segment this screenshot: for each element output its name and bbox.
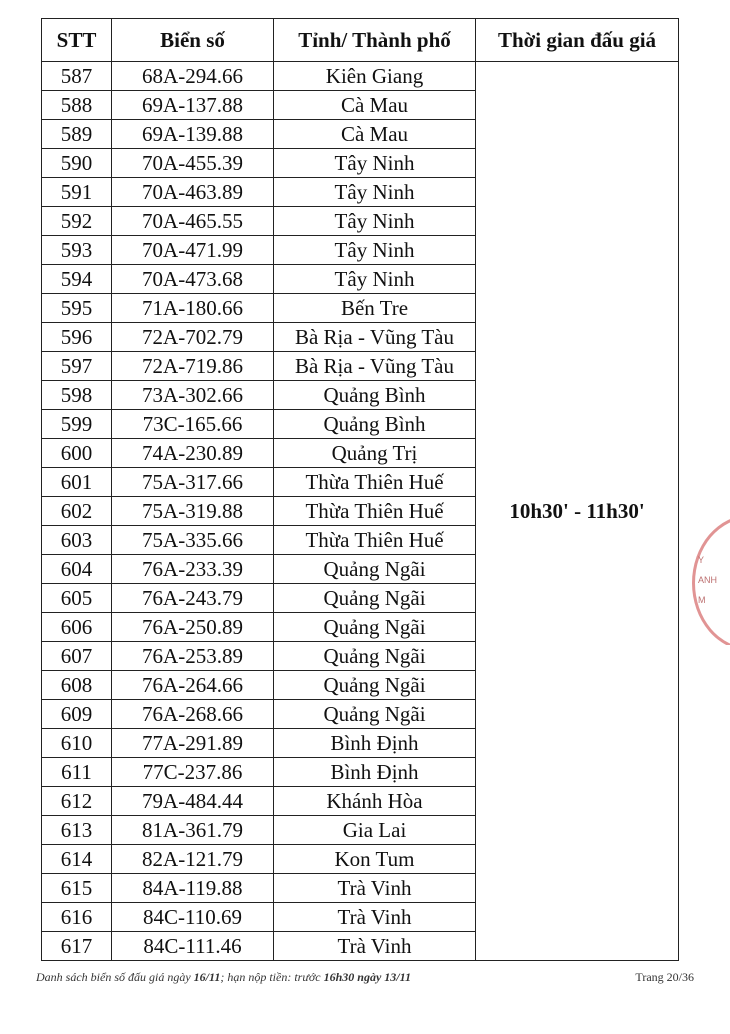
footer-text-2: ; hạn nộp tiền: trước [220,970,324,984]
cell-province: Tây Ninh [274,265,476,294]
red-seal-stamp [692,515,730,645]
cell-province: Thừa Thiên Huế [274,497,476,526]
cell-stt: 596 [42,323,112,352]
cell-stt: 615 [42,874,112,903]
cell-province: Quảng Ngãi [274,613,476,642]
cell-plate: 69A-139.88 [112,120,274,149]
stamp-text-3: M [698,595,706,605]
cell-province: Trà Vinh [274,874,476,903]
cell-plate: 76A-233.39 [112,555,274,584]
cell-province: Bến Tre [274,294,476,323]
cell-stt: 616 [42,903,112,932]
cell-plate: 76A-253.89 [112,642,274,671]
cell-stt: 597 [42,352,112,381]
page-number: Trang 20/36 [635,970,694,984]
cell-plate: 76A-264.66 [112,671,274,700]
header-stt: STT [42,19,112,62]
cell-stt: 617 [42,932,112,961]
cell-stt: 594 [42,265,112,294]
cell-plate: 68A-294.66 [112,62,274,91]
footer-note [36,970,696,985]
cell-plate: 84C-111.46 [112,932,274,961]
cell-stt: 612 [42,787,112,816]
cell-plate: 73C-165.66 [112,410,274,439]
cell-plate: 77A-291.89 [112,729,274,758]
cell-stt: 610 [42,729,112,758]
cell-plate: 76A-243.79 [112,584,274,613]
cell-plate: 70A-471.99 [112,236,274,265]
cell-stt: 590 [42,149,112,178]
cell-plate: 84A-119.88 [112,874,274,903]
cell-stt: 608 [42,671,112,700]
cell-stt: 592 [42,207,112,236]
cell-province: Tây Ninh [274,178,476,207]
cell-plate: 70A-455.39 [112,149,274,178]
cell-plate: 74A-230.89 [112,439,274,468]
cell-plate: 75A-319.88 [112,497,274,526]
cell-plate: 70A-463.89 [112,178,274,207]
table-row [42,62,679,91]
cell-stt: 605 [42,584,112,613]
cell-plate: 81A-361.79 [112,816,274,845]
cell-stt: 587 [42,62,112,91]
cell-province: Khánh Hòa [274,787,476,816]
cell-stt: 613 [42,816,112,845]
cell-stt: 588 [42,91,112,120]
cell-plate: 75A-317.66 [112,468,274,497]
cell-province: Tây Ninh [274,236,476,265]
auction-table-container [41,18,678,961]
cell-stt: 603 [42,526,112,555]
cell-plate: 71A-180.66 [112,294,274,323]
stamp-text-1: Y [698,555,705,565]
cell-plate: 72A-719.86 [112,352,274,381]
cell-plate: 69A-137.88 [112,91,274,120]
cell-stt: 614 [42,845,112,874]
cell-plate: 76A-250.89 [112,613,274,642]
cell-province: Quảng Ngãi [274,584,476,613]
auction-table [41,18,679,961]
cell-province: Trà Vinh [274,903,476,932]
cell-province: Quảng Ngãi [274,555,476,584]
cell-province: Bà Rịa - Vũng Tàu [274,352,476,381]
cell-province: Quảng Trị [274,439,476,468]
cell-stt: 607 [42,642,112,671]
cell-plate: 75A-335.66 [112,526,274,555]
cell-province: Quảng Bình [274,410,476,439]
footer-deadline: 16h30 ngày 13/11 [323,970,411,984]
cell-province: Bình Định [274,729,476,758]
cell-plate: 84C-110.69 [112,903,274,932]
cell-plate: 77C-237.86 [112,758,274,787]
header-time: Thời gian đấu giá [476,19,679,62]
cell-province: Thừa Thiên Huế [274,468,476,497]
cell-province: Quảng Ngãi [274,700,476,729]
cell-stt: 598 [42,381,112,410]
cell-stt: 591 [42,178,112,207]
cell-province: Cà Mau [274,91,476,120]
cell-province: Thừa Thiên Huế [274,526,476,555]
cell-province: Trà Vinh [274,932,476,961]
cell-stt: 604 [42,555,112,584]
table-body [42,62,679,961]
cell-stt: 606 [42,613,112,642]
cell-plate: 70A-473.68 [112,265,274,294]
cell-province: Cà Mau [274,120,476,149]
cell-plate: 70A-465.55 [112,207,274,236]
cell-province: Bình Định [274,758,476,787]
cell-plate: 76A-268.66 [112,700,274,729]
header-plate: Biển số [112,19,274,62]
cell-province: Quảng Ngãi [274,671,476,700]
cell-stt: 599 [42,410,112,439]
cell-province: Kiên Giang [274,62,476,91]
cell-plate: 79A-484.44 [112,787,274,816]
cell-stt: 602 [42,497,112,526]
cell-stt: 609 [42,700,112,729]
footer-text-1: Danh sách biển số đấu giá ngày [36,970,194,984]
cell-stt: 595 [42,294,112,323]
cell-plate: 72A-702.79 [112,323,274,352]
stamp-text-2: ANH [698,575,718,585]
cell-province: Tây Ninh [274,149,476,178]
table-header-row [42,19,679,62]
cell-stt: 600 [42,439,112,468]
cell-stt: 593 [42,236,112,265]
header-province: Tỉnh/ Thành phố [274,19,476,62]
cell-province: Kon Tum [274,845,476,874]
cell-province: Gia Lai [274,816,476,845]
cell-time-slot: 10h30' - 11h30' [476,62,679,961]
cell-province: Quảng Ngãi [274,642,476,671]
cell-province: Tây Ninh [274,207,476,236]
cell-stt: 611 [42,758,112,787]
cell-plate: 82A-121.79 [112,845,274,874]
cell-stt: 589 [42,120,112,149]
cell-stt: 601 [42,468,112,497]
cell-province: Bà Rịa - Vũng Tàu [274,323,476,352]
cell-province: Quảng Bình [274,381,476,410]
footer-date: 16/11 [193,970,221,984]
cell-plate: 73A-302.66 [112,381,274,410]
